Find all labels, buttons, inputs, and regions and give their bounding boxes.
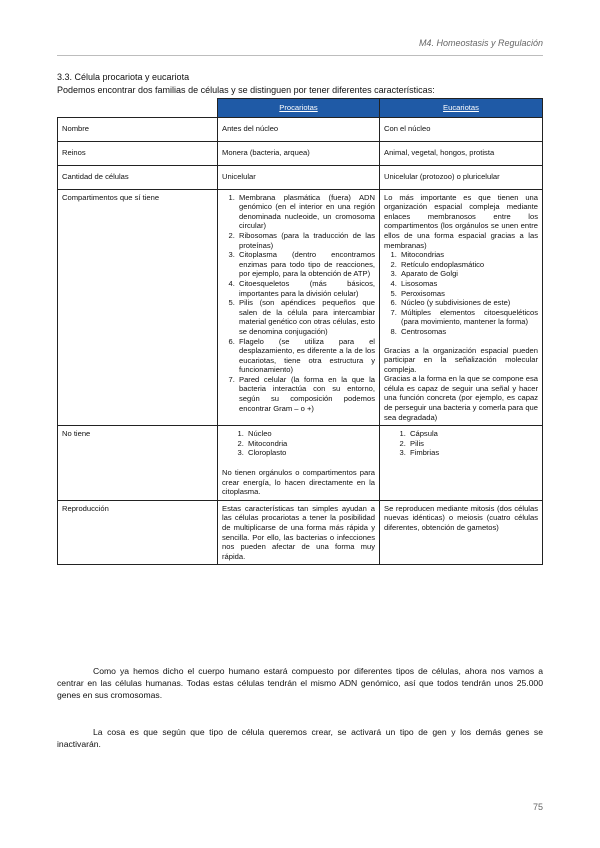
cell-euc-no-tiene xyxy=(380,426,543,501)
list-item: 3. Fimbrias xyxy=(408,448,538,458)
row-label-nombre: Nombre xyxy=(58,117,218,141)
list-item: 8. Centrosomas xyxy=(399,327,538,337)
row-label-no-tiene: No tiene xyxy=(58,426,218,501)
list-item: 1. Núcleo xyxy=(246,429,375,439)
list-item: 4. Citoesqueletos (más básicos, importantes para la división celular) xyxy=(237,279,375,298)
pro-compartimentos-list xyxy=(222,193,375,414)
list-item: 3. Aparato de Golgi xyxy=(399,269,538,279)
header-rule xyxy=(57,55,543,56)
body-paragraph-1: Como ya hemos dicho el cuerpo humano estará compuesto por diferentes tipos de células, ahora nos vamos a centrar en las células humanas. Todas estas células tendrán el mismo ADN genómico, así que todos tendrán unos 25.000 genes en sus cromosomas. xyxy=(57,666,543,700)
euc-compartimentos-p3: Gracias a la forma en la que se compone esa célula es capaz de seguir una señal y hacer una función concreta (por ejemplo, es capaz de perseguir una bacteria y comerla para que sea degradada) xyxy=(384,374,538,422)
table-row xyxy=(58,165,543,189)
cell-euc-reinos: Animal, vegetal, hongos, protista xyxy=(380,141,543,165)
cell-euc-reproduccion: Se reproducen mediante mitosis (dos células nuevas idénticas) o meiosis (cuatro células diferentes, obtención de gametos) xyxy=(380,500,543,565)
col-header-eucariotas: Eucariotas xyxy=(380,99,543,118)
list-item: 2. Mitocondria xyxy=(246,439,375,449)
list-item: 6. Flagelo (se utiliza para el desplazamiento, es diferente a la de los eucariotas, tiene otra estructura y funcionamiento) xyxy=(237,337,375,375)
cell-euc-cantidad: Unicelular (protozoo) o pluricelular xyxy=(380,165,543,189)
cell-pro-cantidad: Unicelular xyxy=(218,165,380,189)
cell-euc-nombre: Con el núcleo xyxy=(380,117,543,141)
cell-pro-nombre: Antes del núcleo xyxy=(218,117,380,141)
pro-no-tiene-note: No tienen orgánulos o compartimentos para crear energía, lo hacen directamente en la citoplasma. xyxy=(222,468,375,497)
list-item: 7. Múltiples elementos citoesqueléticos (para movimiento, mantener la forma) xyxy=(399,308,538,327)
cell-pro-no-tiene xyxy=(218,426,380,501)
list-item: 1. Cápsula xyxy=(408,429,538,439)
list-item: 3. Cloroplasto xyxy=(246,448,375,458)
list-item: 3. Citoplasma (dentro encontramos enzimas para todo tipo de reacciones, por ejemplo, para la obtención de ATP) xyxy=(237,250,375,279)
running-header: M4. Homeostasis y Regulación xyxy=(418,38,543,48)
list-item: 2. Ribosomas (para la traducción de las proteínas) xyxy=(237,231,375,250)
table-row xyxy=(58,141,543,165)
list-item: 4. Lisosomas xyxy=(399,279,538,289)
row-label-reproduccion: Reproducción xyxy=(58,500,218,565)
table-header-row xyxy=(58,99,543,118)
euc-compartimentos-intro: Lo más importante es que tienen una organización espacial compleja mediante enlaces membranosos entre los compartimentos (los orgánulos se unen entre ellos de una forma espacial gracias a las membranas) xyxy=(384,192,538,250)
row-label-reinos: Reinos xyxy=(58,141,218,165)
page-number: 75 xyxy=(532,802,543,812)
euc-compartimentos-p2: Gracias a la organización espacial pueden participar en la señalización molecular compleja. xyxy=(384,345,538,374)
list-item: 1. Mitocondrias xyxy=(399,250,538,260)
row-label-compartimentos: Compartimentos que sí tiene xyxy=(58,189,218,426)
table-row xyxy=(58,117,543,141)
row-label-cantidad: Cantidad de células xyxy=(58,165,218,189)
list-item: 5. Pilis (son apéndices pequeños que salen de la célula para intercambiar material genético con otras células, esto se denomina conjugación) xyxy=(237,298,375,336)
comparison-table xyxy=(57,98,543,565)
cell-pro-reinos: Monera (bacteria, arquea) xyxy=(218,141,380,165)
section-intro: Podemos encontrar dos familias de células y se distinguen por tener diferentes características: xyxy=(57,85,435,95)
col-header-procariotas: Procariotas xyxy=(218,99,380,118)
list-item: 2. Retículo endoplasmático xyxy=(399,260,538,270)
list-item: 7. Pared celular (la forma en la que la bacteria interactúa con su entorno, según su composición podemos encontrar Gram – o +) xyxy=(237,375,375,413)
section-title: 3.3. Célula procariota y eucariota xyxy=(57,72,190,82)
euc-compartimentos-list xyxy=(384,250,538,336)
table-row xyxy=(58,189,543,426)
euc-no-tiene-list xyxy=(384,429,538,458)
list-item: 5. Peroxisomas xyxy=(399,289,538,299)
body-paragraph-2: La cosa es que según que tipo de célula queremos crear, se activará un tipo de gen y los demás genes se inactivarán. xyxy=(57,727,543,749)
cell-euc-compartimentos xyxy=(380,189,543,426)
table-row xyxy=(58,426,543,501)
cell-pro-reproduccion: Estas características tan simples ayudan a las células procariotas a tener la posibilidad de multiplicarse de una forma más rápida y sencilla. Por ello, las bacterias o infecciones nos pueden afectar de una forma muy rápida. xyxy=(218,500,380,565)
list-item: 1. Membrana plasmática (fuera) ADN genómico (en el interior en una región denominada nucleoide, un cromosoma circular) xyxy=(237,193,375,231)
table-corner-cell xyxy=(58,99,218,118)
list-item: 6. Núcleo (y subdivisiones de este) xyxy=(399,298,538,308)
cell-pro-compartimentos xyxy=(218,189,380,426)
list-item: 2. Pilis xyxy=(408,439,538,449)
pro-no-tiene-list xyxy=(222,429,375,458)
table-row xyxy=(58,500,543,565)
